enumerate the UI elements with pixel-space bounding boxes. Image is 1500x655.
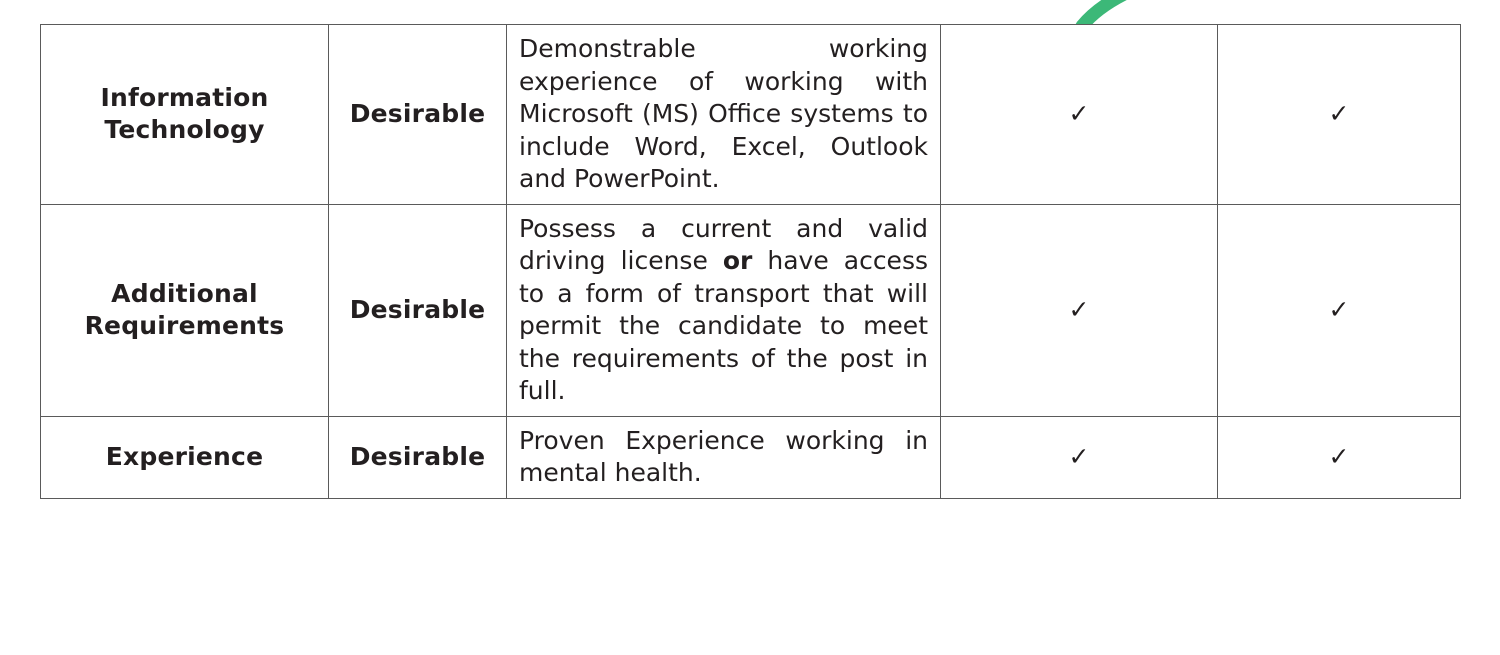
row-mark-1 — [941, 25, 1218, 205]
check-icon: ✓ — [1068, 441, 1090, 471]
row-mark-2 — [1218, 25, 1461, 205]
row-mark-2 — [1218, 416, 1461, 498]
row-mark-1 — [941, 416, 1218, 498]
row-mark-1 — [941, 204, 1218, 416]
row-description: Possess a current and valid driving license or have access to a form of transport that will permit the candidate to meet the requirements of the post in full. — [507, 204, 941, 416]
check-icon: ✓ — [1068, 99, 1090, 128]
row-level: Desirable — [329, 416, 507, 498]
row-level: Desirable — [329, 204, 507, 416]
check-icon: ✓ — [1068, 294, 1090, 324]
person-specification-table — [40, 24, 1461, 499]
table-row — [41, 25, 1461, 205]
row-mark-2 — [1218, 204, 1461, 416]
check-icon: ✓ — [1328, 99, 1350, 128]
row-category: Additional Requirements — [41, 204, 329, 416]
row-category: Experience — [41, 416, 329, 498]
row-level: Desirable — [329, 25, 507, 205]
row-description: Proven Experience working in mental health. — [507, 416, 941, 498]
row-category: Information Technology — [41, 25, 329, 205]
table-row — [41, 204, 1461, 416]
check-icon: ✓ — [1328, 441, 1350, 471]
check-icon: ✓ — [1328, 294, 1350, 324]
table-row — [41, 416, 1461, 498]
row-description: Demonstrable working experience of working with Microsoft (MS) Office systems to include Word, Excel, Outlook and PowerPoint. — [507, 25, 941, 205]
